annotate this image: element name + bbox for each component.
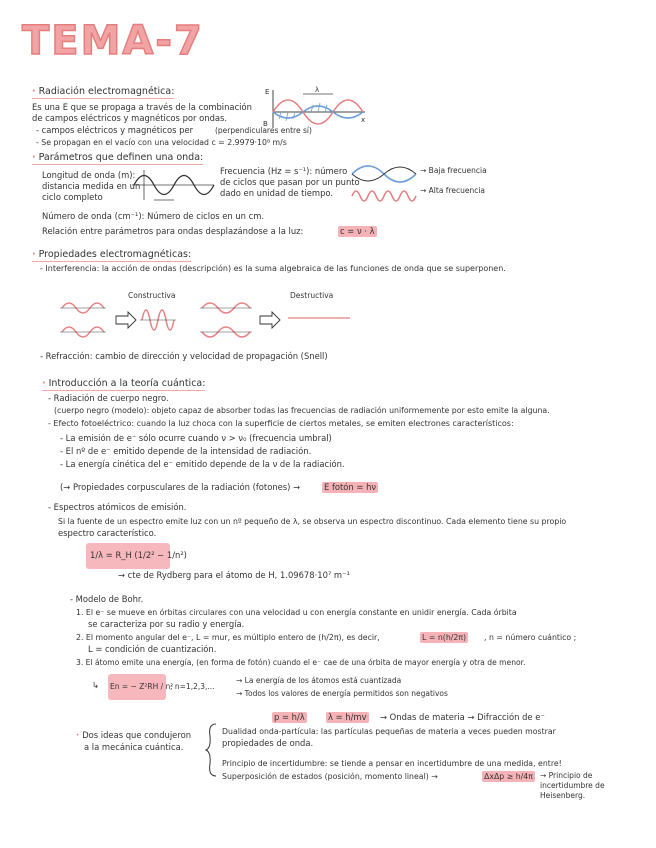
label-lambda: λ (315, 86, 320, 94)
text-line: → Todos los valores de energía permitidos son negativos (236, 689, 448, 698)
label-constructiva: Constructiva (128, 291, 176, 300)
text-line: Relación entre parámetros para ondas desplazándose a la luz: (42, 226, 304, 236)
text-line: ciclo completo (42, 192, 103, 202)
text-line: Número de onda (cm⁻¹): Número de ciclos en un cm. (42, 211, 265, 221)
arrow: ↳ (92, 680, 100, 690)
highlight-formula: L = n(h/2π) (422, 633, 467, 642)
text-line: Longitud de onda (m): (42, 170, 136, 180)
text-line: - Espectros atómicos de emisión. (48, 502, 187, 512)
bullet: - campos eléctricos y magnéticos per (36, 125, 194, 135)
text-line: a la mecánica cuántica. (84, 742, 184, 752)
heading-propiedades: · Propiedades electromagnéticas: (32, 249, 192, 260)
label-alta-frecuencia: → Alta frecuencia (420, 186, 486, 195)
interference-figure (60, 296, 360, 348)
bullet: - Se propagan en el vacío con una velocidad c = 2.9979·10⁸ m/s (36, 138, 287, 147)
label-e: E (265, 88, 270, 96)
rydberg-formula: 1/λ = R_H (1/2² − 1/n²) (90, 550, 187, 560)
text-line: (cuerpo negro (modelo): objeto capaz de absorber todas las frecuencias de radiación uniformemente por esto emite la alguna. (54, 406, 550, 415)
note: (perpendiculares entre sí) (215, 126, 312, 135)
label-destructiva: Destructiva (290, 291, 334, 300)
highlight-formula: λ = h/mv (328, 712, 367, 722)
text-line: - Radiación de cuerpo negro. (48, 393, 169, 403)
bullet: - La energía cinética del e⁻ emitido depende de la ν de la radiación. (60, 459, 345, 469)
text-line: de campos eléctricos y magnéticos por ondas. (32, 113, 228, 123)
heading-teoria-cuantica: · Introducción a la teoría cuántica: (42, 378, 206, 389)
energy-formula: En = − Z²RH / n² (110, 682, 174, 691)
em-wave-figure (255, 84, 370, 134)
highlight-formula: c = ν · λ (340, 226, 375, 236)
text-line: Si la fuente de un espectro emite luz con un nº pequeño de λ, se observa un espectro discontinuo. Cada elemento tiene su propio (58, 517, 567, 526)
text-line: 3. El átomo emite una energía, (en forma de fotón) cuando el e⁻ cae de una órbita de mayor energía y otra de menor. (76, 658, 526, 667)
bullet: (→ Propiedades corpusculares de la radiación (fotones) → (60, 482, 301, 492)
text-line: - Interferencia: la acción de ondas (descripción) es la suma algebraica de las funciones de onda que se superponen. (40, 264, 506, 273)
text-line: → Ondas de materia → Difracción de e⁻ (380, 712, 545, 722)
brace (204, 722, 218, 778)
text-line: Dualidad onda-partícula: las partículas pequeñas de materia a veces pueden mostrar (222, 727, 556, 736)
label-b: B (263, 120, 268, 128)
text-line: Superposición de estados (posición, momento lineal) → (222, 772, 438, 781)
text-line: 2. El momento angular del e⁻, L = mur, es múltiplo entero de (h/2π), es decir, (76, 633, 380, 642)
text-line: - Refracción: cambio de dirección y velocidad de propagación (Snell) (40, 351, 328, 361)
text-line: - Modelo de Bohr. (70, 594, 144, 604)
text-line: - Efecto fotoeléctrico: cuando la luz choca con la superficie de ciertos metales, se emiten electrones característicos: (48, 419, 514, 428)
text-line: → cte de Rydberg para el átomo de H, 1.09678·10⁷ m⁻¹ (118, 570, 350, 580)
page-title: TEMA-7 (22, 18, 204, 64)
text-line: de ciclos que pasan por un punto (220, 177, 360, 187)
text-line: distancia medida en un (42, 181, 141, 191)
bullet: - El nº de e⁻ emitido depende de la intensidad de radiación. (60, 446, 312, 456)
label-baja-frecuencia: → Baja frecuencia (420, 166, 487, 175)
text-line: propiedades de onda. (222, 738, 314, 748)
text-line: · Dos ideas que condujeron (76, 730, 192, 740)
highlight-formula: E fotón = hν (324, 482, 377, 492)
text-line: , n = número cuántico ; (484, 633, 577, 642)
frequency-figure (350, 160, 418, 208)
heading-parametros: · Parámetros que definen una onda: (32, 152, 204, 163)
text-line: Frecuencia (Hz = s⁻¹): número (220, 166, 348, 176)
highlight-formula: p = h/λ (274, 712, 305, 722)
text-line: Principio de incertidumbre: se tiende a pensar en incertidumbre de una medida, entre! (222, 759, 562, 768)
text-line: espectro característico. (58, 528, 157, 538)
text-line: L = condición de cuantización. (88, 644, 217, 654)
text-line: dado en unidad de tiempo. (220, 188, 334, 198)
text-line: → La energía de los átomos está cuantizada (236, 676, 402, 685)
text-line: 1. El e⁻ se mueve en órbitas circulares con una velocidad u con energía constante en unidir energía. Cada órbita (76, 608, 517, 617)
label-x: x (361, 116, 366, 124)
text-line: Es una E que se propaga a través de la combinación (32, 102, 252, 112)
heading-radiacion: · Radiación electromagnética: (32, 86, 175, 97)
text-line: → Principio de incertidumbre de Heisenberg. (540, 771, 605, 800)
highlight-formula: ΔxΔp ≥ h/4π (484, 772, 533, 781)
text-line: ; n=1,2,3,... (170, 682, 215, 691)
text-line: se caracteriza por su radio y energía. (88, 619, 245, 629)
bullet: - La emisión de e⁻ sólo ocurre cuando ν > ν₀ (frecuencia umbral) (60, 433, 332, 443)
wavelength-figure (130, 166, 215, 204)
